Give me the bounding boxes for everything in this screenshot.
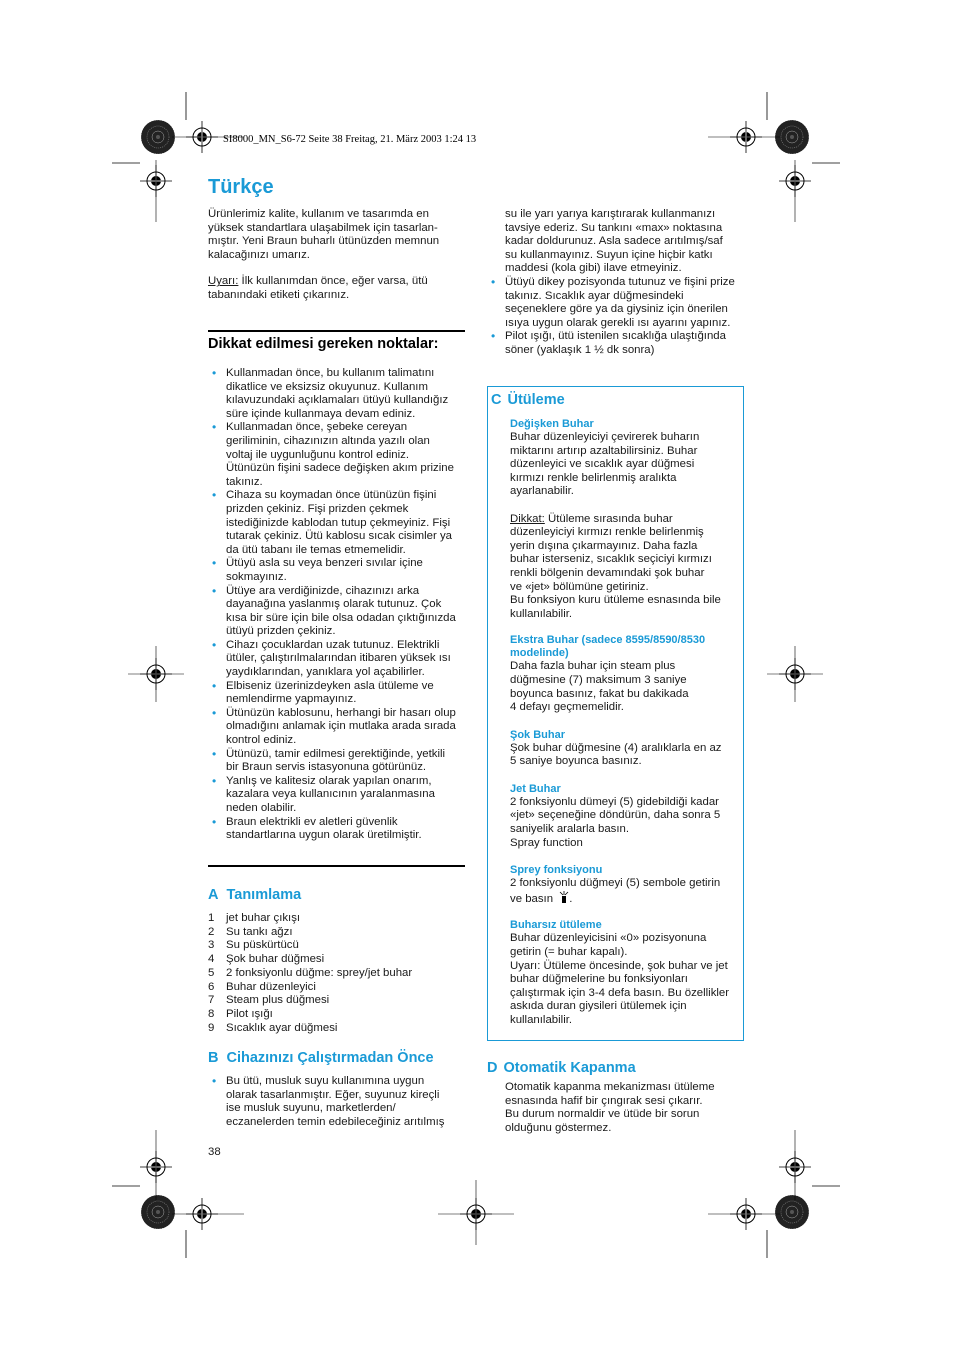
note-item [208,557,470,584]
part-label: Buhar düzenleyici [226,980,316,993]
text-line: Daha fazla buhar için steam plus [510,660,676,673]
text-line: 5 saniye boyunca basınız. [510,755,642,768]
part-item [208,953,470,967]
part-item [208,1022,470,1036]
part-number: 7 [208,994,215,1007]
page-number: 38 [208,1146,221,1158]
note-line: kılavuzundaki açıklamaları ütüyü kullandığız [226,394,449,407]
section-d-letter: D [487,1060,498,1076]
section-c-heading [491,391,565,409]
section-d-heading [487,1059,636,1077]
text-line: yerin dışına çıkarmayınız. Daha fazla [510,539,698,552]
text-line: getirin (= buhar kapalı). [510,946,628,959]
item-line: seçeneklere göre ya da giysiniz için önerilen [505,303,728,316]
part-label: Pilot ışığı [226,1007,273,1020]
note-line: • Elbiseniz üzerinizdeyken asla ütüleme ve [226,679,434,692]
section-a-heading [208,886,301,904]
note-item [208,816,470,843]
section-c-title: Ütüleme [507,392,565,408]
part-item [208,939,470,953]
text-line: askıda duran giysileri ütülemek için [510,1000,687,1013]
text-line: ve basın [510,892,554,905]
section-b-heading [208,1049,434,1067]
part-number: 5 [208,966,215,979]
section-b-items-2-3 [487,276,752,358]
part-label: 2 fonksiyonlu düğme: sprey/jet buhar [226,966,413,979]
intro-line: kalacağınızı umarız. [208,248,310,261]
page-title: Türkçe [208,176,274,198]
text-line: 4 defayı geçmemelidir. [510,701,624,714]
note-line: • Ütünüzü, tamir edilmesi gerektiğinde, yetkili [226,747,446,760]
list-item [487,330,752,357]
note-line: dikatlice ve eksizsiz okuyunuz. Kullanım [226,380,428,393]
note-line: ütüyü prizden çekiniz. [226,625,336,638]
note-line: • Yanlış ve kalitesiz olarak yapılan onarım, [226,774,432,787]
note-line: takınız. [226,475,263,488]
item-line: kadar doldurunuz. Asla sadece arıtılmış/saf [505,235,723,248]
part-label: Su tankı ağzı [226,925,293,938]
note-line: standartlarına uygun olarak üretilmiştir. [226,829,422,842]
part-number: 1 [208,912,215,924]
note-line: olmadığını anlamak için mutlaka arada sırada [226,720,456,733]
text-line: düzenleyici ve sıcaklık ayar düğmesi [510,458,695,471]
intro-line: Ürünlerimiz kalite, kullanım ve tasarımda en [208,208,429,220]
part-number: 2 [208,925,215,938]
text-line: kullanılabilir. [510,1014,573,1026]
part-label: Su püskürtücü [226,939,299,952]
notes-list [208,367,470,843]
part-item [208,1008,470,1022]
text-line: Bu fonksiyon kuru ütüleme esnasında bile [510,594,721,607]
section-divider [208,865,465,867]
text-line: Spray function [510,836,583,849]
section-d-title: Otomatik Kapanma [503,1060,636,1076]
note-line: • Braun elektrikli ev aletleri güvenlik [226,815,398,828]
text-line: çalıştırmak için 3-4 defa basın. Bu özellikler [510,986,730,999]
text-line: kırmızı renkle belirlenmiş aralıkta [510,471,677,484]
text-line: «jet» seçeneğine döndürün, daha sonra 5 [510,809,721,822]
subheading-dry-ironing: Buharsız ütüleme [510,919,602,932]
item-line: su ile yarı yarıya karıştırarak kullanmanızı [505,208,716,220]
part-label: Sıcaklık ayar düğmesi [226,1021,338,1034]
note-line: kontrol ediniz. [226,734,297,747]
text-line: buhar düğmelerine bu fonksiyonları [510,973,688,986]
text-line: 2 fonksiyonlu dümeyi (5) gidebildiği kadar [510,795,719,808]
text-line: Şok buhar düğmesine (4) aralıklarla en az [510,741,722,754]
notes-heading [208,336,439,352]
section-c-content [510,418,742,1028]
section-c-letter: C [491,392,502,408]
list-item [208,1075,470,1129]
file-info-header: SI8000_MN_S6-72 Seite 38 Freitag, 21. März 2003 1:24 13 [223,134,477,145]
subheading-spray: Sprey fonksiyonu [510,864,603,877]
subheading-extra-steam: modelinde) [510,647,569,660]
section-b-continued [505,208,750,276]
text-line: esnasında hafif bir çıngırak sesi çıkarır. [505,1094,703,1107]
text-line: Buhar düzenleyiciyi çevirerek buharın [510,431,700,443]
note-line: • Cihaza su koymadan önce ütünüzün fişini [226,489,437,502]
part-number: 8 [208,1007,215,1020]
item-line: söner (yaklaşık 1 ½ dk sonra) [505,343,655,356]
spray-icon [559,891,569,903]
note-item [208,489,470,557]
note-line: kazalara veya kullanıcının yaralanmasına [226,788,435,801]
part-item [208,981,470,995]
item-line: maddesi (kola gibi) ilave etmeyiniz. [505,262,682,275]
note-line: süre içinde kullanmaya devam ediniz. [226,407,416,420]
part-item [208,912,470,926]
part-number: 4 [208,953,215,966]
section-a-letter: A [208,887,219,903]
warning-text: İlk kullanımdan önce, eğer varsa, ütü [238,275,428,288]
intro-line: yüksek standartlara ulaşabilmek için tasarlan- [208,221,438,234]
item-line: ise musluk suyunu, marketlerden/ [226,1102,396,1115]
note-line: prizden çekiniz. Fişi prizden çekmek [226,502,409,515]
intro-block [208,208,470,303]
text-line: olduğunu göstermez. [505,1121,612,1134]
text-line: düzenleyiciyi kırmızı renkle belirlenmiş [510,526,704,539]
note-line: • Kullanmadan önce, şebeke cereyan [226,421,408,434]
warning-label: Uyarı: [208,275,239,288]
note-line: Ütünüzün fişini sadece değişken akım prizine [226,462,454,475]
caution-label: Dikkat: [510,512,545,525]
note-line: nemlendirme yapmayınız. [226,693,357,706]
section-b-item1 [208,1075,470,1129]
note-item [208,421,470,489]
note-line: • Ütüyü asla su veya benzeri sıvılar içine [226,557,423,570]
section-b-letter: B [208,1050,219,1066]
note-line: istediğinizde kablodan tutup çekmeyiniz. Fişi [226,516,451,529]
part-number: 9 [208,1021,215,1034]
part-item [208,994,470,1008]
text-line: kullanılabilir. [510,607,573,620]
part-item [208,967,470,981]
note-line: • Ütüye ara verdiğinizde, cihazınızı arka [226,584,420,597]
list-item [487,276,752,330]
note-line: ütüler, çalıştırılmalarından itibaren yüksek ısı [226,652,451,665]
note-line: yaydıklarından, yanıklara yol açabilirler. [226,666,425,679]
note-item [208,585,470,639]
text-line: Otomatik kapanma mekanizması ütüleme [505,1081,715,1093]
section-divider [208,330,465,332]
note-line: • Ütünüzün kablosunu, herhangi bir hasarı olup [226,706,456,719]
note-item [208,748,470,775]
note-line: sokmayınız. [226,570,287,583]
text-line: ayarlanabilir. [510,485,574,498]
text-line: saniyelik aralarla basın. [510,823,630,836]
note-line: dayanağına yaslanmış olarak tutunuz. Çok [226,598,442,611]
item-line: • Ütüyü dikey pozisyonda tutunuz ve fişini prize [505,276,735,288]
subheading-extra-steam: Ekstra Buhar (sadece 8595/8590/8530 [510,634,706,647]
section-b-title: Cihazınızı Çalıştırmadan Önce [226,1050,434,1066]
item-line: • Bu ütü, musluk suyu kullanımına uygun [226,1075,425,1087]
item-line: • Pilot ışığı, ütü istenilen sıcaklığa ulaştığında [505,330,726,343]
text-line: buhar isterseniz, sıcaklık seçiciyi kırmızı [510,553,712,566]
part-label: Steam plus düğmesi [226,994,330,1007]
part-number: 3 [208,939,215,952]
note-item [208,775,470,816]
part-label: Şok buhar düğmesi [226,953,325,966]
note-line: neden olabilir. [226,802,297,814]
note-line: voltaj ile uygunluğunu kontrol ediniz. [226,448,410,461]
item-line: tavsiye ederiz. Su tankını «max» noktasına [505,221,723,234]
text-line: Buhar düzenleyicisini «0» pozisyonuna [510,932,707,945]
item-line: eczanelerden temin edebileceğiniz arıtılmış [226,1115,445,1128]
note-line: da ütü tabanı ile temas etmemelidir. [226,543,406,556]
section-d-text [505,1081,750,1135]
intro-line: mıştır. Yeni Braun buharlı ütünüzden memnun [208,235,440,248]
text-line: 2 fonksiyonlu düğmeyi (5) sembole getirin [510,877,721,890]
section-a-title: Tanımlama [226,887,302,903]
note-line: • Cihazı çocuklardan uzak tutunuz. Elektrikli [226,638,440,651]
warning-text: tabanındaki etiketi çıkarınız. [208,288,350,301]
text-line: renkli bölgenin devamındaki şok buhar [510,566,705,579]
text-line: Ütüleme sırasında buhar [544,512,673,525]
parts-list [208,912,470,1035]
note-item [208,707,470,748]
text-line: boyunca basınız, fakat bu dakikada [510,687,689,700]
notes-heading-text: Dikkat edilmesi gereken noktalar: [208,336,439,352]
subheading-jet-steam: Jet Buhar [510,782,561,795]
note-item [208,639,470,680]
part-number: 6 [208,980,215,993]
text-line: . [569,892,573,905]
subheading-variable-steam: Değişken Buhar [510,418,594,430]
note-item [208,367,470,421]
note-item [208,680,470,707]
text-line: Bu durum normaldir ve ütüde bir sorun [505,1108,700,1121]
note-line: tutarak çekiniz. Ütü kablosu sıcak cisimler ya [226,530,452,543]
text-line: miktarını artırıp azaltabilirsiniz. Buhar [510,444,698,457]
note-line: kısa bir süre için bile olsa odadan çıktığınızda [226,611,456,624]
text-line: düğmesine (7) maksimum 3 saniye [510,673,687,686]
part-label: jet buhar çıkışı [226,912,301,924]
subheading-shock-steam: Şok Buhar [510,728,566,741]
text-line: Uyarı: Ütüleme öncesinde, şok buhar ve jet [510,959,728,972]
note-line: bir Braun servis istasyonuna götürünüz. [226,761,427,774]
note-line: geriliminin, cihazınızın altında yazılı olan [226,434,430,447]
item-line: olarak tasarlanmıştır. Eğer, suyunuz kireçli [226,1088,440,1101]
part-item [208,926,470,940]
item-line: su kullanmayınız. Suyun içine hiçbir katkı [505,248,713,261]
text-line: ve «jet» bölümüne getiriniz. [510,580,649,593]
item-line: ısıya uygun olarak gerekli ısı ayarını yapınız. [505,316,731,329]
note-line: • Kullanmadan önce, bu kullanım talimatını [226,367,435,379]
item-line: takınız. Sıcaklık ayar düğmesindeki [505,289,684,302]
